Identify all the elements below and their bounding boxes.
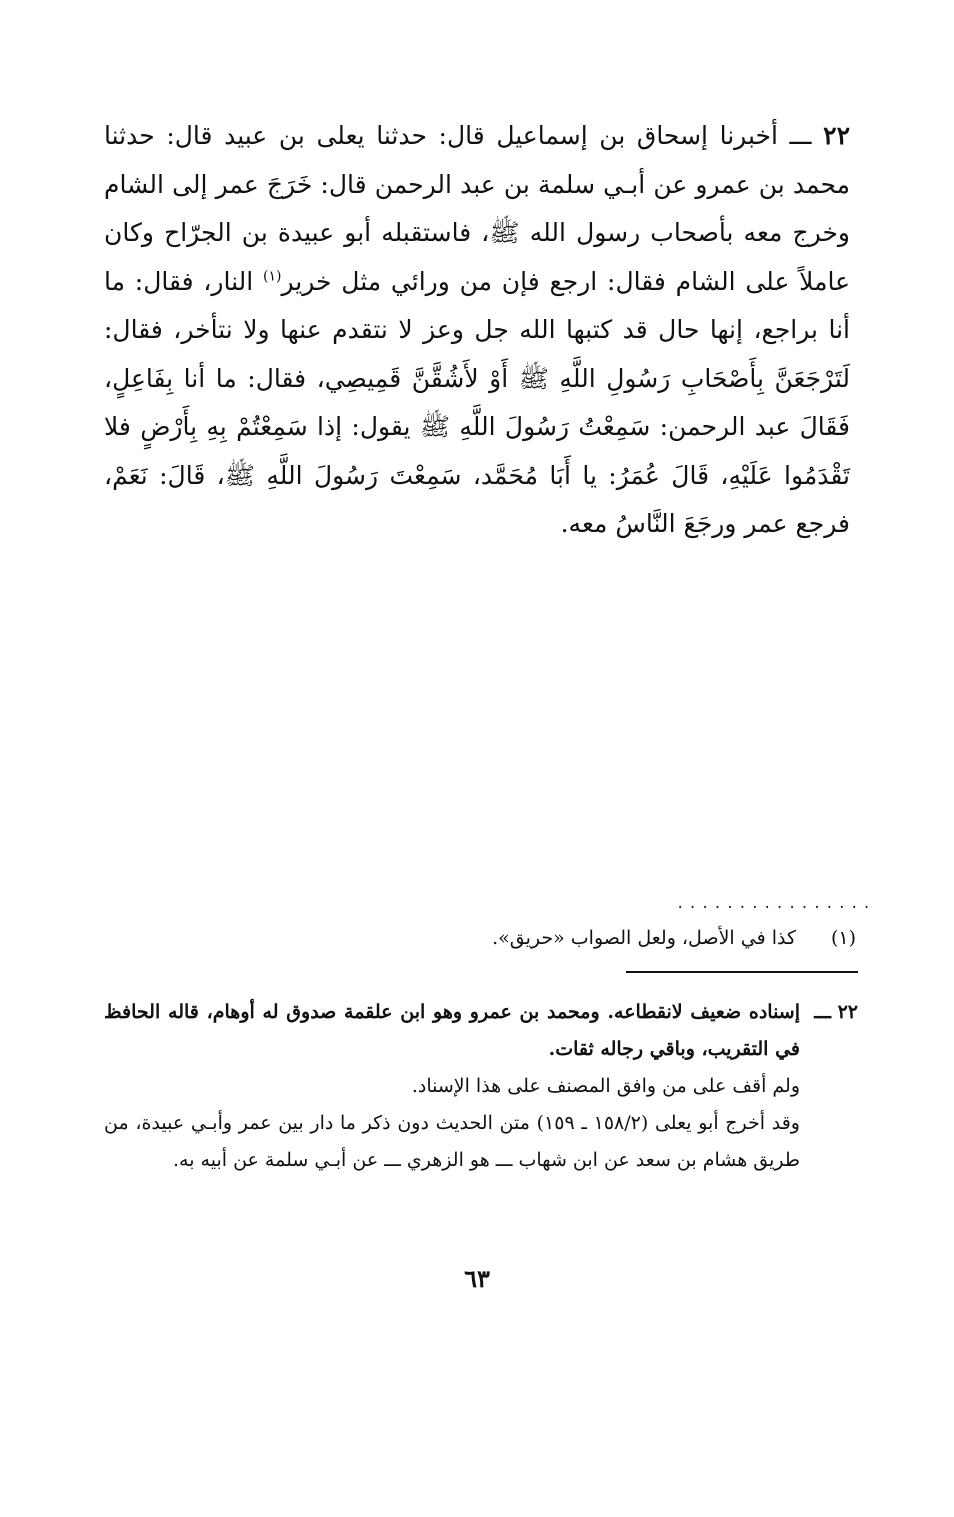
commentary — [104, 994, 858, 1179]
commentary-divider — [626, 971, 858, 973]
hadith-text-part-2: النار، فقال: ما أنا براجع، إنها حال قد كتبها الله جل وعز لا نتقدم عنها ولا نتأخر، فقال: لَتَرْجَعَنَّ بِأَصْحَابِ رَسُولِ اللَّهِ ﷺ أَوْ لأَشُقَّنَّ قَمِيصِي، فقال: ما أنا بِفَاعِلٍ، فَقَالَ عبد الرحمن: سَمِعْتُ رَسُولَ اللَّهِ ﷺ يقول: إذا سَمِعْتُمْ بِهِ بِأَرْضٍ فلا تَقْدَمُوا عَلَيْهِ، قَالَ عُمَرُ: يا أَبَا مُحَمَّد، سَمِعْتَ رَسُولَ اللَّهِ ﷺ، قَالَ: نَعَمْ، فرجع عمر ورجَعَ النَّاسُ معه. — [104, 266, 850, 538]
hadith-dash: ـــ — [777, 121, 824, 150]
page-number: ٦٣ — [464, 1264, 490, 1293]
footnote — [300, 922, 856, 954]
footnote-separator-dots: ................ — [676, 896, 875, 912]
commentary-paragraph: ولم أقف على من وافق المصنف على هذا الإسناد. — [411, 1075, 800, 1097]
hadith-number: ٢٢ — [823, 121, 850, 150]
commentary-paragraph: إسناده ضعيف لانقطاعه. ومحمد بن عمرو وهو ابن علقمة صدوق له أوهام، قاله الحافظ في التقريب، وباقي رجاله ثقات. — [104, 1001, 800, 1060]
footnote-reference: (١) — [263, 268, 282, 285]
footnote-text: كذا في الأصل، ولعل الصواب «حريق». — [492, 927, 796, 949]
hadith-text-part-1: أخبرنا إسحاق بن إسماعيل قال: حدثنا يعلى بن عبيد قال: حدثنا محمد بن عمرو عن أبـي سلمة بن عبد الرحمن قال: خَرَجَ عمر إلى الشام وخرج معه بأصحاب رسول الله ﷺ، فاستقبله أبو عبيدة بن الجرّاح وكان عاملاً على الشام فقال: ارجع فإن من ورائي مثل خرير — [104, 121, 850, 296]
commentary-paragraph: وقد أخرج أبو يعلى (١٥٨/٢ ـ ١٥٩) متن الحديث دون ذكر ما دار بين عمر وأبـي عبيدة، من طريق هشام بن سعد عن ابن شهاب ـــ هو الزهري ـــ عن أبـي سلمة عن أبيه به. — [104, 1112, 800, 1171]
footnote-marker: (١) — [830, 927, 856, 949]
commentary-number: ٢٢ ـــ — [814, 1001, 858, 1023]
hadith-text — [104, 112, 850, 549]
commentary-body — [104, 994, 800, 1179]
